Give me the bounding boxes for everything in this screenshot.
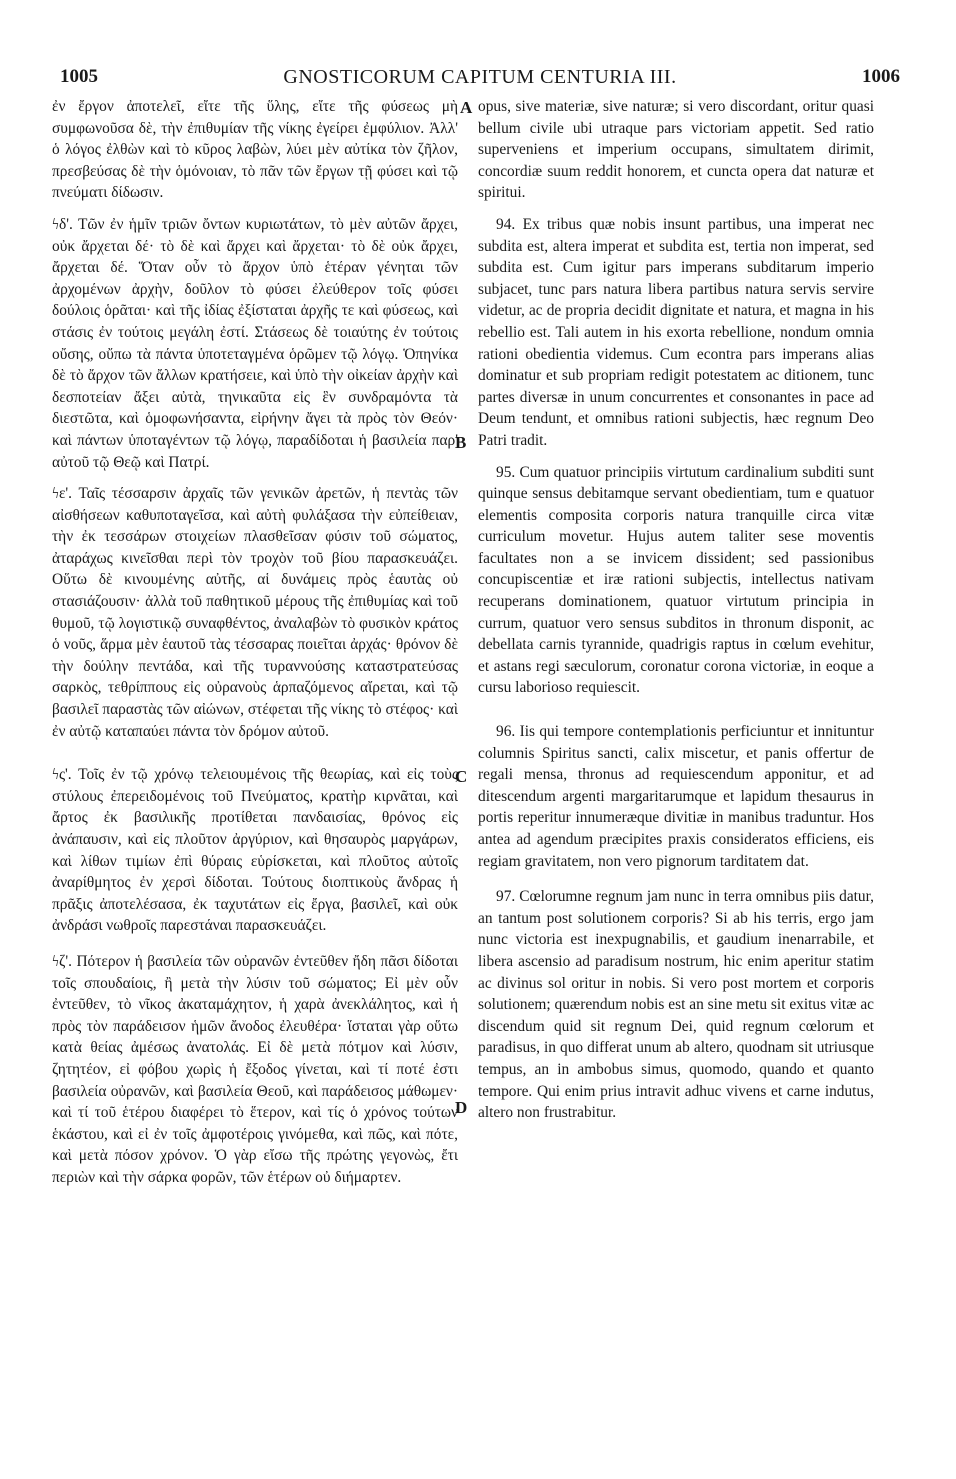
latin-column — [478, 96, 874, 1124]
greek-paragraph-93-end: ἐν ἔργον ἀποτελεῖ, εἴτε τῆς ὕλης, εἴτε τῆς φύσεως μὴ συμφωνοῦσα δὲ, τὴν ἐπιθυμίαν τῆς νίκης ἐγείρει ἐμφύλιον. Ἀλλ' ὁ λόγος ἐλθὼν καὶ τὸ κῦρος λαβὼν, λύει μὲν αὐτίκα τὸν ζῆλον, πρεσβεύσας δὲ τὴν ὁμόνοιαν, τὸ πᾶν τῶν ἔργων τῇ φύσει καὶ τῷ πνεύματι δίδωσιν. — [52, 98, 458, 202]
greek-column — [52, 96, 458, 1189]
latin-paragraph-94: 94. Ex tribus quæ nobis insunt partibus, una imperat nec subdita est, altera imperat et subdita est, tertia non imperat, sed subdita est. Cum igitur pars imperans subditarum imperio subjacet, tunc pars natura libera partibus natura servis servire videtur, ac de propria decidit dignitate et natura, et magna in his rebellio est. Tali autem in his exorta rebellione, nondum omnia rationi obedientia videmus. Cum econtra pars imperans alias dominatur et sub propriam redigit potestatem ac ditionem, tunc partes diversæ in unum concurrentes et consonantes in pace ad Deum tendunt, et omnibus rationi subjectis, hæc regnum Deo Patri tradit. — [478, 215, 874, 449]
running-title: GNOSTICORUM CAPITUM CENTURIA III. — [283, 66, 677, 88]
margin-marker-d: D — [455, 1098, 468, 1117]
latin-paragraph-93-end: opus, sive materiæ, sive naturæ; si vero discordant, oritur quasi bellum civile ubi utraque pars victoriam appetit. Sed ratio superveniens et imperium occupans, simultatem dirimit, concordiæ suum reddit honorem, et cuncta opera dat naturæ et spiritui. — [478, 98, 874, 202]
margin-marker-b: B — [455, 433, 467, 452]
latin-paragraph-96: 96. Iis qui tempore contemplationis perficiuntur et innituntur columnis Spiritus sancti, calix miscetur, et panis offertur de regali mensa, thronus ad requiescendum apponitur, et ad ditescendum argenti margaritarumque et lapidum thesaurus in portis reperitur innumeræque divitiæ in manibus traduntur. Hos antea ad agendum præcipites praxis consideratos efficiens, eis regiam gravitatem, non vero pignorum tarditatem dat. — [478, 723, 874, 870]
latin-paragraph-97: 97. Cœlorumne regnum jam nunc in terra omnibus piis datur, an tantum post solutionem corporis? Si ab his terris, ergo jam nunc victoria est inexpugnabilis, et gaudium inenarrabile, et libera ascensio ad paradisum nostrum, hic enim aperitur statim ac divinus sol oritur in nobis. Si vero post mortem et corporis solutionem; quærendum nobis est an sine metu sit exitus vitæ ac discendum quid sit regnum Dei, quid regnum cœlorum et paradisus, in quo differat unum ab altero, quodnam sit utriusque tempus, an in ambobus simus, quomodo, quando et quanto tempore. Qui enim prius intravit adhuc vivens et carne indutus, altero non frustrabitur. — [478, 888, 874, 1122]
margin-marker-a: A — [460, 98, 473, 117]
latin-paragraph-95: 95. Cum quatuor principiis virtutum cardinalium subditi sunt quinque sensus debitamque servant obedientiam, tum e quatuor elementis composita corporis natura tranquille circa vitæ curriculum movetur. Hujus autem taliter sese moventis facultates non a se invicem dissident; sed passionibus concupiscentiæ et iræ rationi subjectis, intellectus nativam recuperans dominationem, quatuor virtutum principia in currum, quatuor vero sensus subditos in thronum disponit, ac debellata carnis tyrannide, quadrigis raptus in cœlum evehitur, et astans regi sæculorum, coronatur corona victoriæ, in eoque a cursu laborioso requiescit. — [478, 463, 874, 697]
right-column-number: 1006 — [862, 66, 900, 87]
greek-paragraph-96: ϟς'. Τοῖς ἐν τῷ χρόνῳ τελειουμένοις τῆς θεωρίας, καὶ εἰς τοὺς στύλους ἐπερειδομένοις τοῦ Πνεύματος, κρατὴρ κιρνᾶται, καὶ ἄρτος ἐκ βασιλικῆς προτίθεται πανδαισίας, θρόνος εἰς ἀνάπαυσιν, καὶ εἰς πλοῦτον ἀργύριον, καὶ θησαυρὸς μαργάρων, καὶ λίθων τιμίων ἐπὶ θύραις εὑρίσκεται, καὶ πλοῦτος αὐτοῖς ἀναρίθμητος ἐν χερσὶ δίδοται. Τούτους διοπτικοὺς ἄνδρας ἡ πρᾶξις ἀποτελέσασα, ἐκ ταχυτάτων εἰς ἔργα, βασιλεῖ, καὶ οὐκ ἀνδράσι νωθροῖς παρεστάναι παρασκευάζει. — [52, 766, 458, 935]
greek-paragraph-97: ϟζ'. Πότερον ἡ βασιλεία τῶν οὐρανῶν ἐντεῦθεν ἤδη πᾶσι δίδοται τοῖς σπουδαίοις, ἢ μετὰ τὴν λύσιν τοῦ σώματος; Εἰ μὲν οὖν ἐντεῦθεν, τὸ νῖκος ἀκαταμάχητον, ἡ χαρὰ ἀνεκλάλητος, καὶ ἡ πρὸς τὸν παράδεισον ἡμῶν ἄνοδος ἐλευθέρα· ἵσταται γὰρ οὕτω κατὰ θείας ἀμέσως ἀνατολάς. Εἰ δὲ μετὰ πότμον καὶ λύσιν, ζητητέον, εἰ φόβου χωρὶς ἡ ἔξοδος γίνεται, καὶ τί ποτέ ἐστι βασιλεία οὐρανῶν, καὶ βασιλεία Θεοῦ, καὶ παράδεισος μάθωμεν· καὶ τί τοῦ ἑτέρου διαφέρει τὸ ἕτερον, καὶ τίς ὁ χρόνος τούτων ἑκάστου, καὶ εἰ ἐν τοῖς ἀμφοτέροις γινόμεθα, καὶ πῶς, καὶ πότε, καὶ μετὰ πόσον χρόνον. Ὁ γὰρ εἴσω τῆς πρώτης γεγονὼς, ἔτι περιὼν καὶ τὴν σάρκα φορῶν, τῶν ἑτέρων οὐ διήμαρτεν. — [52, 952, 458, 1186]
running-header — [60, 66, 900, 92]
greek-paragraph-94: ϟδ'. Τῶν ἐν ἡμῖν τριῶν ὄντων κυριωτάτων, τὸ μὲν αὐτῶν ἄρχει, οὐκ ἄρχεται δέ· τὸ δὲ καὶ ἄρχει καὶ ἄρχεται· τὸ δὲ οὐκ ἄρχει, ἄρχεται δέ. Ὅταν οὖν τὸ ἄρχον ὑπὸ ἑτέραν γένηται τῶν ἀρχομένων ἀρχὴν, δοῦλον τὸ φύσει ἐλεύθερον τοῖς φύσει δούλοις ὁρᾶται· καὶ τῆς ἰδίας ἐξίσταται ἀρχῆς τε καὶ φύσεως, καὶ στάσις ἐν τούτοις μεγάλη ἐστί. Στάσεως δὲ τοιαύτης ἐν τούτοις οὔσης, οὔπω τὰ πάντα ὑποτεταγμένα ὁρῶμεν τῷ λόγῳ. Ὁπηνίκα δὲ τὸ ἄρχον τῶν ἄλλων κρατήσειε, καὶ ὑπὸ τὴν οἰκείαν ἀρχὴν καὶ δεσποτείαν ἄξει αὐτὰ, τηνικαῦτα εἰς ἓν συνδραμόντα τὰ διεστῶτα, καὶ ὁμοφωνήσαντα, εἰρήνην ἄγει τὰ πρὸς τὸν Θεόν· καὶ πάντων ὑποταγέντων τῷ λόγῳ, παραδίδοται ἡ βασιλεία παρ' αὐτοῦ τῷ Θεῷ καὶ Πατρί. — [52, 215, 458, 471]
left-column-number: 1005 — [60, 66, 98, 87]
greek-paragraph-95: ϟε'. Ταῖς τέσσαρσιν ἀρχαῖς τῶν γενικῶν ἀρετῶν, ἡ πεντὰς τῶν αἰσθήσεων καθυποταγεῖσα, καὶ αὐτὴ φυλάξασα τὴν εὐπείθειαν, τὴν ἐκ τεσσάρων στοιχείων πλασθεῖσαν φύσιν τοῦ σώματος, ἀταράχως κινεῖσθαι περὶ τὸν τροχὸν τοῦ βίου παρασκευάζει. Οὕτω δὲ κινουμένης αὐτῆς, αἱ δυνάμεις πρὸς ἑαυτὰς οὐ στασιάζουσιν· ἀλλὰ τοῦ παθητικοῦ μέρους τῆς ἐπιθυμίας καὶ τοῦ θυμοῦ, τῷ λογιστικῷ συναφθέντος, ἀναλαβὼν τὸ φυσικὸν κράτος ὁ νοῦς, ἅρμα μὲν ἑαυτοῦ τὰς τέσσαρας ποιεῖται ἀρχάς· θρόνον δὲ τὴν δούλην πεντάδα, καὶ τῆς τυραννούσης καταστρατεύσας σαρκὸς, τεθρίππους εἰς οὐρανοὺς ἁρπαζόμενος αἴρεται, καὶ τῷ βασιλεῖ παραστὰς τῶν αἰώνων, στέφεται τῆς νίκης τὸ στέφος· καὶ ἐν αὐτῷ καταπαύει πάντα τὸν δρόμον αὐτοῦ. — [52, 485, 458, 740]
margin-marker-c: C — [455, 767, 468, 786]
